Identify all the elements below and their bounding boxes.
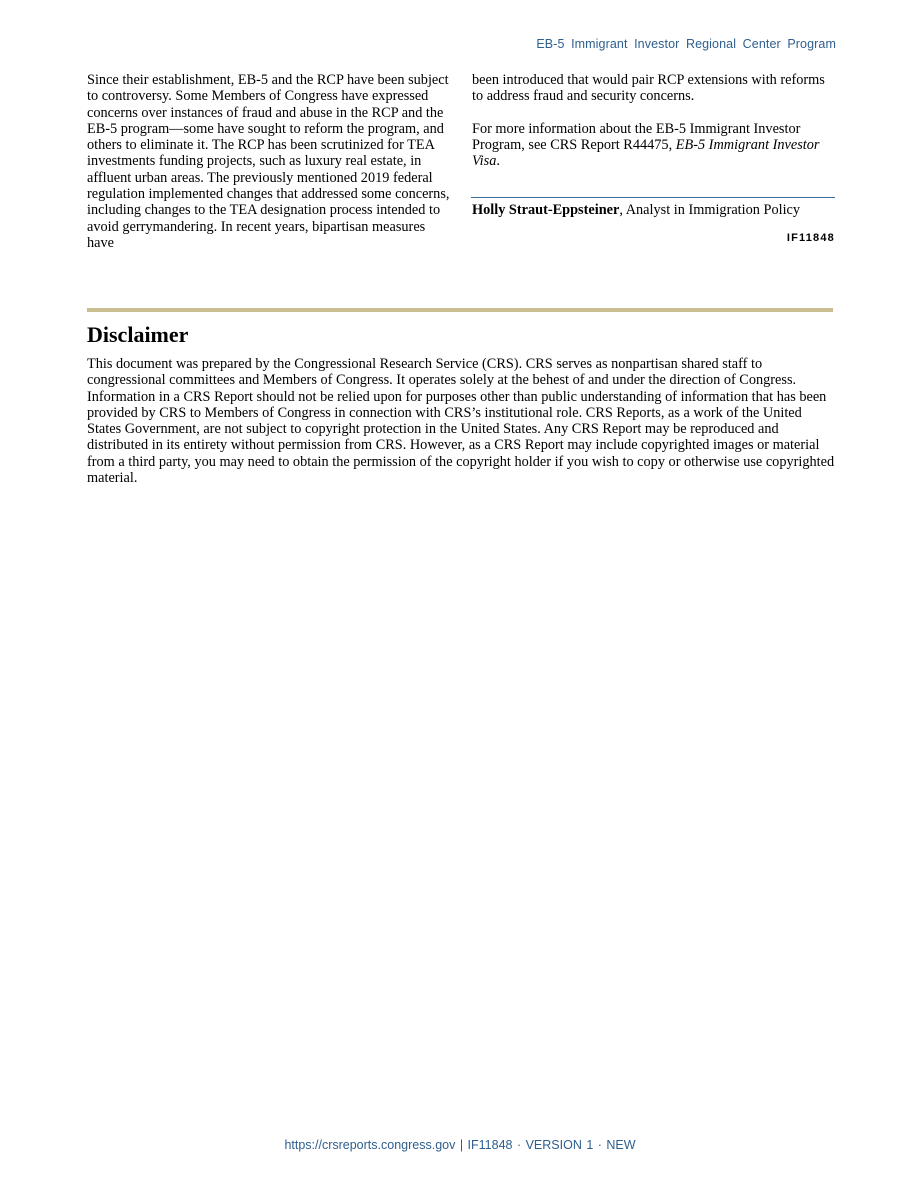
author-divider xyxy=(471,197,835,198)
report-title-link[interactable]: EB-5 Immigrant Investor Visa xyxy=(472,136,820,170)
author-line xyxy=(472,202,836,219)
right-column-paragraph-1: been introduced that would pair RCP extensions with reforms to address fraud and security concerns. xyxy=(472,72,825,105)
running-header: EB-5 Immigrant Investor Regional Center Program xyxy=(536,37,836,51)
right-column xyxy=(472,72,836,169)
more-info-end: . xyxy=(496,153,500,170)
disclaimer-heading: Disclaimer xyxy=(87,322,189,347)
page-footer[interactable]: https://crsreports.congress.gov | IF11848 · VERSION 1 · NEW xyxy=(284,1138,636,1152)
more-info-text: For more information about the EB-5 Immigrant Investor Program, see CRS Report R44475, xyxy=(472,120,801,153)
right-column-paragraph-2 xyxy=(472,121,836,170)
disclaimer-body: This document was prepared by the Congressional Research Service (CRS). CRS serves as nonpartisan shared staff to congressional committees and Members of Congress. It operates solely at the behest of and under the direction of Congress. Information in a CRS Report should not be relied upon for purposes other than public understanding of information that has been provided by CRS to Members of Congress in connection with CRS’s institutional role. CRS Reports, as a work of the United States Government, are not subject to copyright protection in the United States. Any CRS Report may be reproduced and distributed in its entirety without permission from CRS. However, as a CRS Report may include copyrighted images or material from a third party, you may need to obtain the permission of the copyright holder if you wish to copy or otherwise use copyrighted material. xyxy=(87,356,835,487)
left-column-paragraph: Since their establishment, EB-5 and the RCP have been subject to controversy. Some Members of Congress have expressed concerns over instances of fraud and abuse in the RCP and the EB-5 program—some have sought to reform the program, and others to eliminate it. The RCP has been scrutinized for TEA investments funding projects, such as luxury real estate, in affluent urban areas. The previously mentioned 2019 federal regulation implemented changes that addressed some concerns, including changes to the TEA designation process intended to avoid gerrymandering. In recent years, bipartisan measures have xyxy=(87,72,450,251)
section-divider xyxy=(87,308,833,312)
document-id: IF11848 xyxy=(786,232,835,244)
author-title: , Analyst in Immigration Policy xyxy=(619,202,801,218)
author-name: Holly Straut-Eppsteiner xyxy=(472,202,620,218)
left-column xyxy=(87,72,455,251)
